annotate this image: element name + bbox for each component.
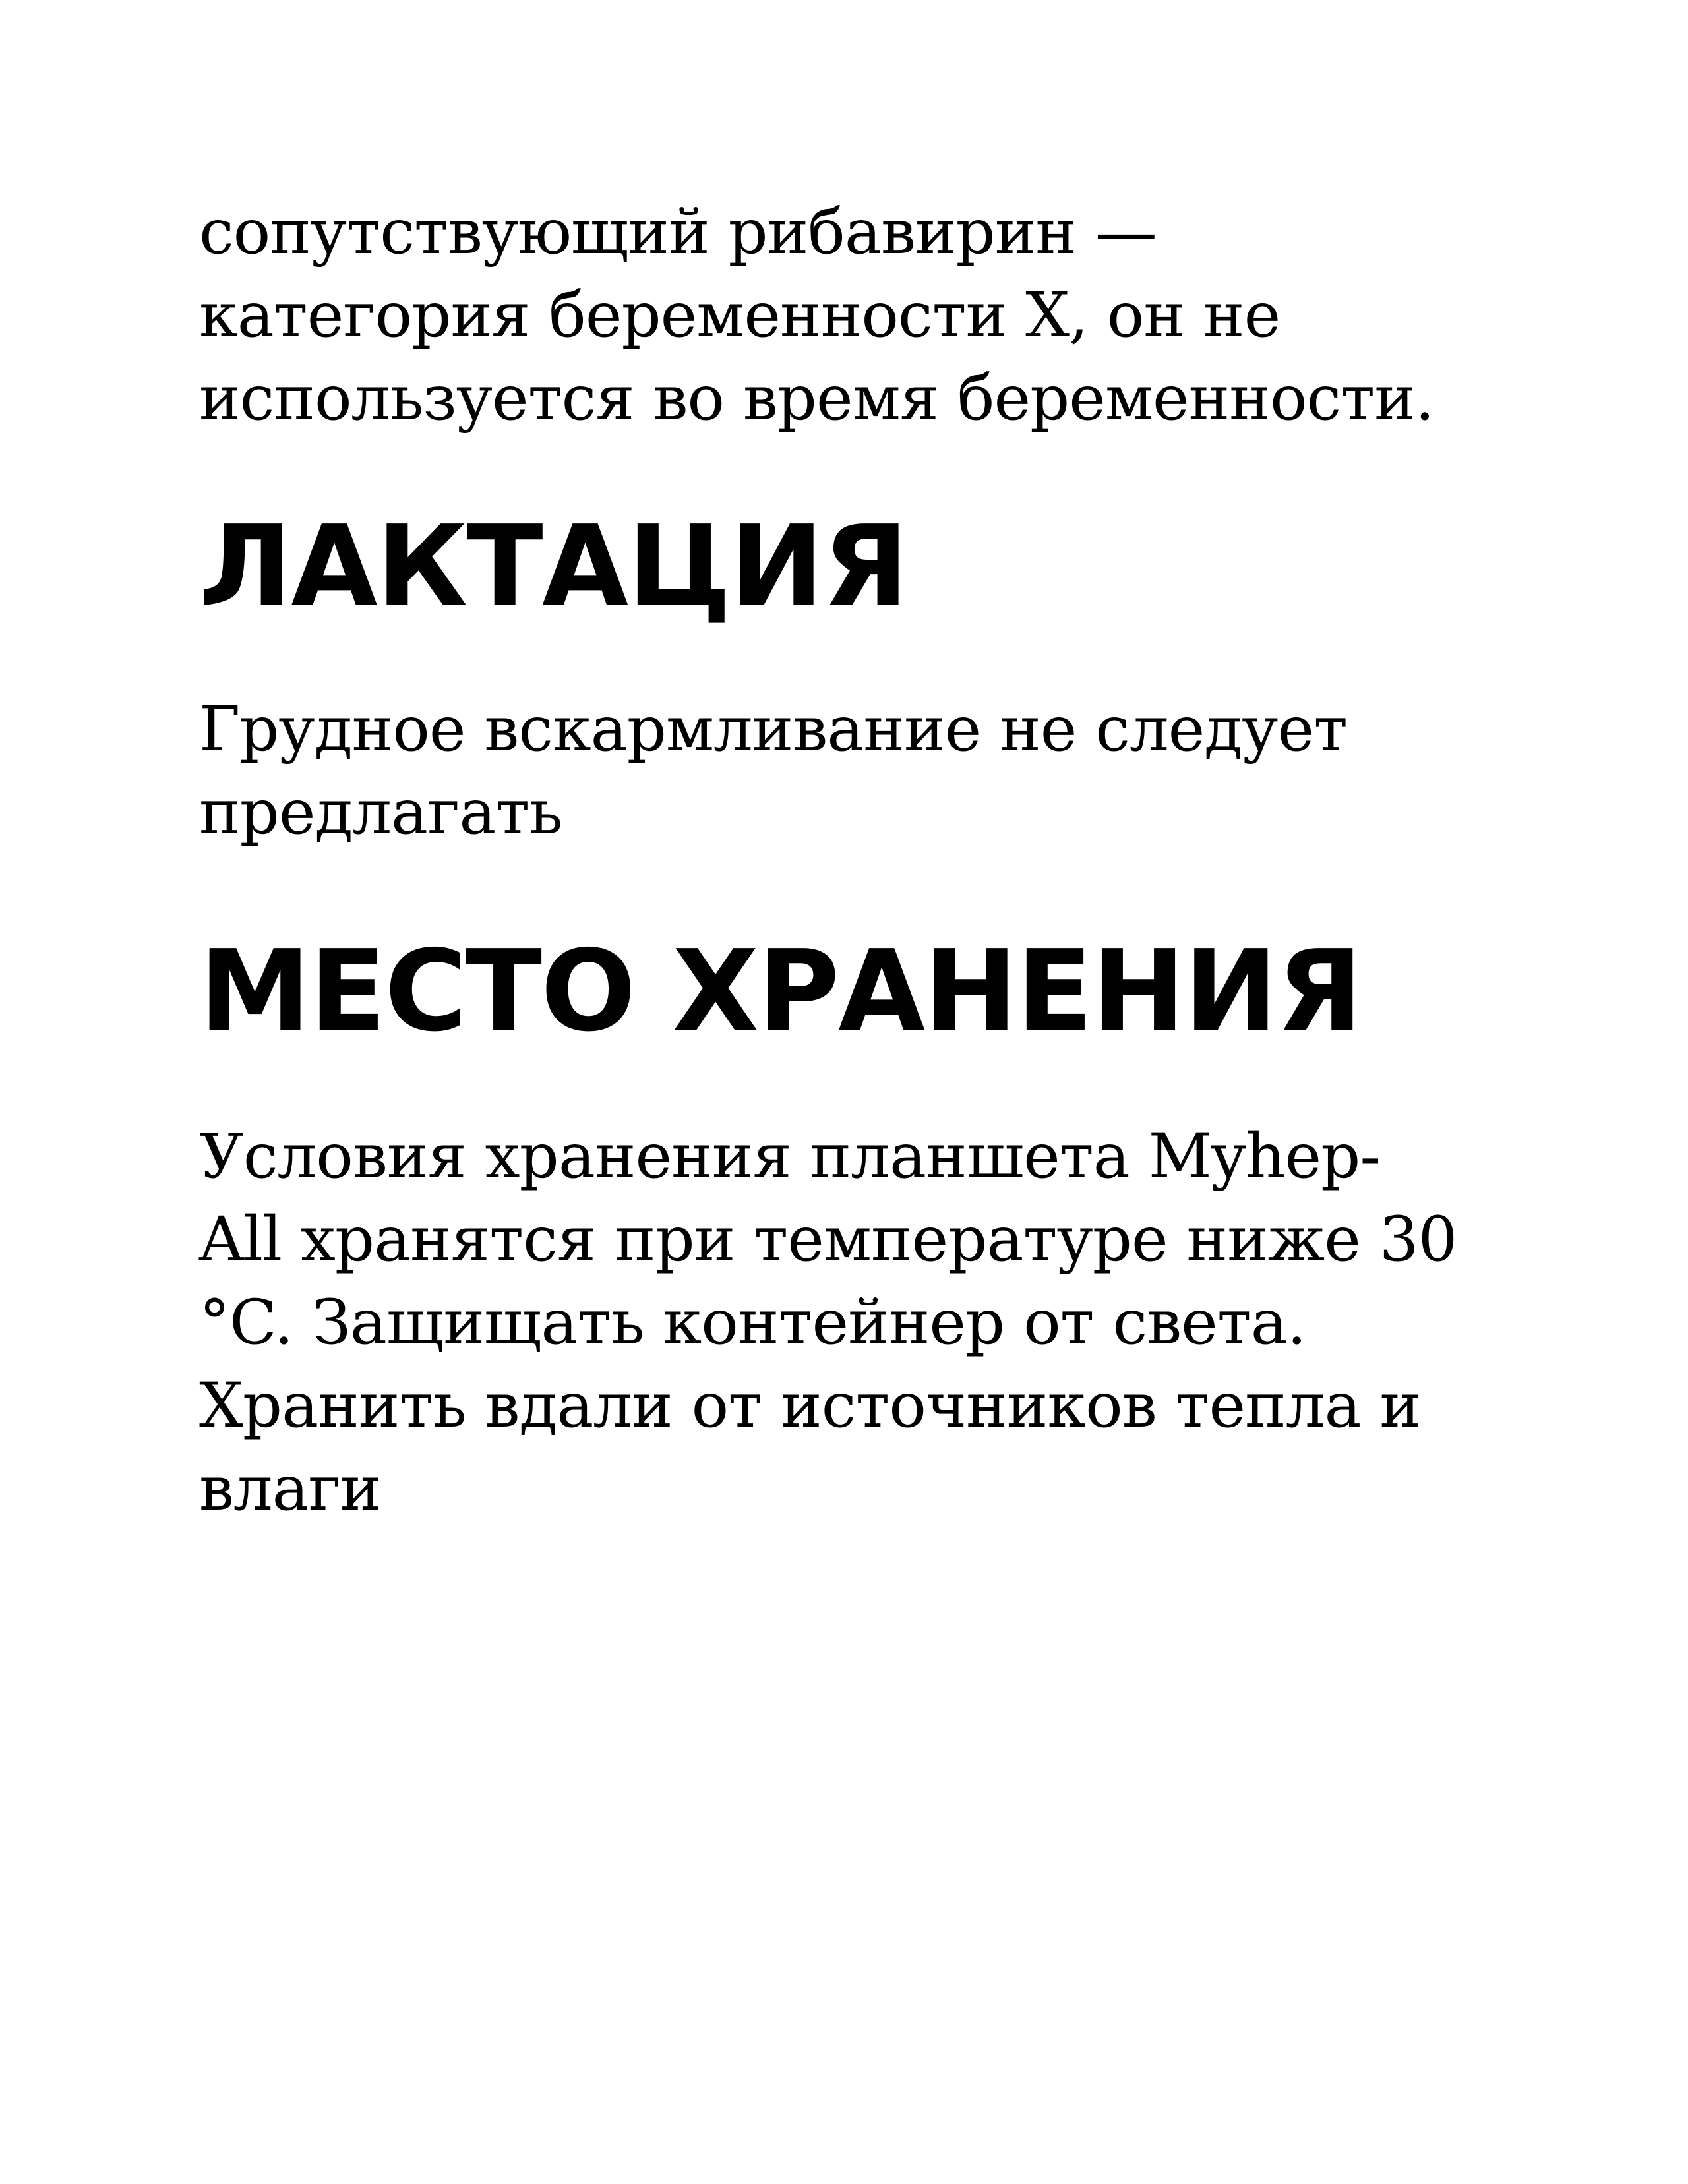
intro-line: сопутствующий рибавирин — — [199, 196, 1157, 268]
intro-line: категория беременности X, он не — [199, 280, 1281, 351]
lactation-heading: ЛАКТАЦИЯ — [199, 502, 908, 632]
storage-line: влаги — [199, 1453, 381, 1525]
lactation-line: Грудное вскармливание не следует — [199, 694, 1348, 765]
document-page — [199, 191, 1518, 1531]
intro-line: используется во время беременности. — [199, 363, 1434, 434]
storage-line: Хранить вдали от источников тепла и — [199, 1370, 1421, 1442]
storage-line: Условия хранения планшета Myhep- — [199, 1121, 1381, 1193]
storage-paragraph — [199, 1115, 1518, 1531]
storage-heading: МЕСТО ХРАНЕНИЯ — [199, 926, 1362, 1057]
storage-line: °C. Защищать контейнер от света. — [199, 1287, 1306, 1359]
intro-paragraph — [199, 191, 1518, 440]
lactation-line: предлагать — [199, 777, 562, 848]
storage-line: All хранятся при температуре ниже 30 — [199, 1204, 1457, 1276]
lactation-paragraph — [199, 688, 1518, 854]
